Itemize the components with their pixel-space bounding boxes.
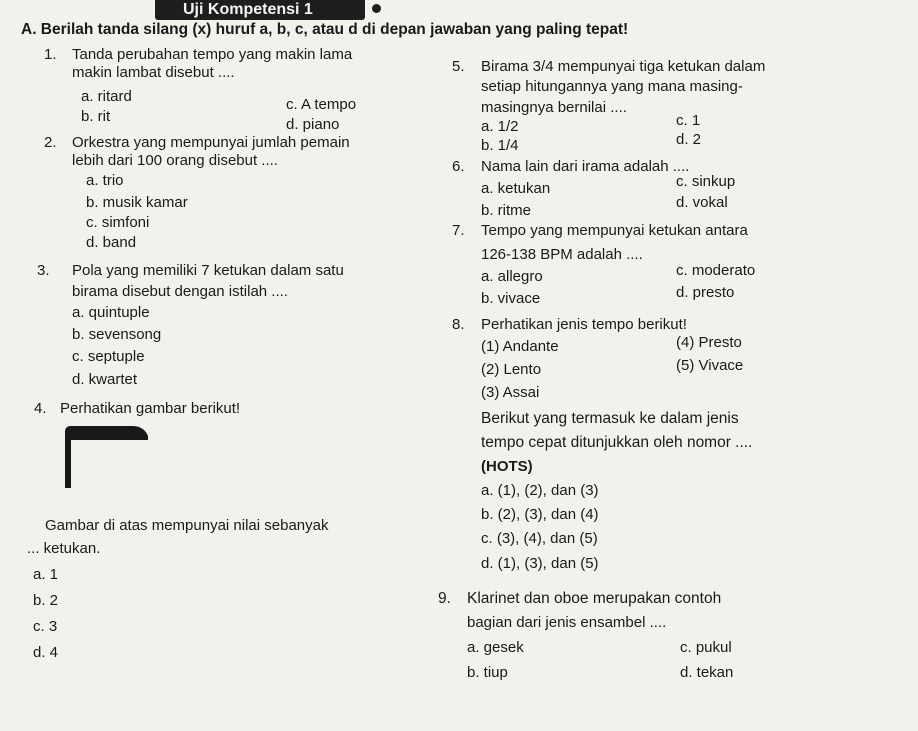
- q7-option-a: a. allegro: [481, 268, 543, 285]
- q5-number: 5.: [452, 58, 465, 75]
- q5-text-line1: Birama 3/4 mempunyai tiga ketukan dalam: [481, 58, 766, 75]
- q1-option-c: c. A tempo: [286, 96, 357, 113]
- q8-item-5: (5) Vivace: [676, 357, 744, 374]
- q7-text-line2: 126-138 BPM adalah ....: [481, 246, 643, 263]
- q3-option-c: c. septuple: [72, 348, 145, 365]
- q5-option-c: c. 1: [676, 112, 701, 129]
- q1-option-a: a. ritard: [81, 88, 132, 105]
- q3-option-b: b. sevensong: [72, 326, 162, 343]
- q4-option-b: b. 2: [33, 592, 59, 609]
- q5-option-b: b. 1/4: [481, 137, 519, 154]
- q1-number: 1.: [44, 46, 57, 63]
- q4-number: 4.: [34, 400, 47, 417]
- q3-text-line2: birama disebut dengan istilah ....: [72, 283, 288, 300]
- q8-text-2: Berikut yang termasuk ke dalam jenis: [481, 410, 739, 427]
- q1-text-line1: Tanda perubahan tempo yang makin lama: [72, 46, 353, 63]
- q2-text-line1: Orkestra yang mempunyai jumlah pemain: [72, 134, 350, 151]
- q8-hots-label: (HOTS): [481, 458, 533, 475]
- q8-number: 8.: [452, 316, 465, 333]
- q8-text-line1: Perhatikan jenis tempo berikut!: [481, 316, 687, 333]
- q6-text-line1: Nama lain dari irama adalah ....: [481, 158, 690, 175]
- q9-number: 9.: [438, 590, 451, 607]
- q9-option-c: c. pukul: [680, 639, 732, 656]
- q8-option-d: d. (1), (3), dan (5): [481, 555, 599, 572]
- q8-item-4: (4) Presto: [676, 334, 742, 351]
- q4-option-a: a. 1: [33, 566, 59, 583]
- q4-text-2: Gambar di atas mempunyai nilai sebanyak: [45, 517, 329, 534]
- q1-option-d: d. piano: [286, 116, 340, 133]
- q9-option-b: b. tiup: [467, 664, 508, 681]
- q7-option-b: b. vivace: [481, 290, 541, 307]
- q8-item-1: (1) Andante: [481, 338, 559, 355]
- q4-text-3: ... ketukan.: [27, 540, 101, 557]
- q6-option-c: c. sinkup: [676, 173, 736, 190]
- q2-option-d: d. band: [86, 234, 137, 251]
- q6-option-d: d. vokal: [676, 194, 728, 211]
- q7-option-c: c. moderato: [676, 262, 756, 279]
- q4-option-d: d. 4: [33, 644, 59, 661]
- q2-text-line2: lebih dari 100 orang disebut ....: [72, 152, 278, 169]
- q8-option-b: b. (2), (3), dan (4): [481, 506, 599, 523]
- q8-item-3: (3) Assai: [481, 384, 540, 401]
- q5-option-a: a. 1/2: [481, 118, 519, 135]
- q2-number: 2.: [44, 134, 57, 151]
- q3-option-d: d. kwartet: [72, 371, 138, 388]
- q1-option-b: b. rit: [81, 108, 111, 125]
- q9-text-line1: Klarinet dan oboe merupakan contoh: [467, 590, 722, 607]
- q9-text-line2: bagian dari jenis ensambel ....: [467, 614, 667, 631]
- q6-option-b: b. ritme: [481, 202, 532, 219]
- q4-text-line1: Perhatikan gambar berikut!: [60, 400, 241, 417]
- q8-option-c: c. (3), (4), dan (5): [481, 530, 598, 547]
- q7-number: 7.: [452, 222, 465, 239]
- q6-option-a: a. ketukan: [481, 180, 551, 197]
- q8-item-2: (2) Lento: [481, 361, 542, 378]
- q7-option-d: d. presto: [676, 284, 735, 301]
- section-title: Uji Kompetensi 1: [183, 1, 313, 18]
- q5-text-line2: setiap hitungannya yang mana masing-: [481, 78, 743, 95]
- title-dot-icon: [372, 4, 381, 13]
- q9-option-a: a. gesek: [467, 639, 524, 656]
- section-title-bar: [155, 0, 365, 20]
- q8-option-a: a. (1), (2), dan (3): [481, 482, 599, 499]
- q5-text-line3: masingnya bernilai ....: [481, 99, 627, 116]
- q2-option-b: b. musik kamar: [86, 194, 188, 211]
- q6-number: 6.: [452, 158, 465, 175]
- q7-text-line1: Tempo yang mempunyai ketukan antara: [481, 222, 748, 239]
- q3-text-line1: Pola yang memiliki 7 ketukan dalam satu: [72, 262, 344, 279]
- q9-option-d: d. tekan: [680, 664, 734, 681]
- q1-text-line2: makin lambat disebut ....: [72, 64, 235, 81]
- q3-option-a: a. quintuple: [72, 304, 150, 321]
- half-note-icon: [62, 420, 152, 490]
- instruction: A. Berilah tanda silang (x) huruf a, b, c, atau d di depan jawaban yang paling tepat!: [21, 21, 629, 38]
- q2-option-a: a. trio: [86, 172, 124, 189]
- q8-text-3: tempo cepat ditunjukkan oleh nomor ....: [481, 434, 753, 451]
- q4-option-c: c. 3: [33, 618, 58, 635]
- q5-option-d: d. 2: [676, 131, 702, 148]
- q2-option-c: c. simfoni: [86, 214, 150, 231]
- q3-number: 3.: [37, 262, 50, 279]
